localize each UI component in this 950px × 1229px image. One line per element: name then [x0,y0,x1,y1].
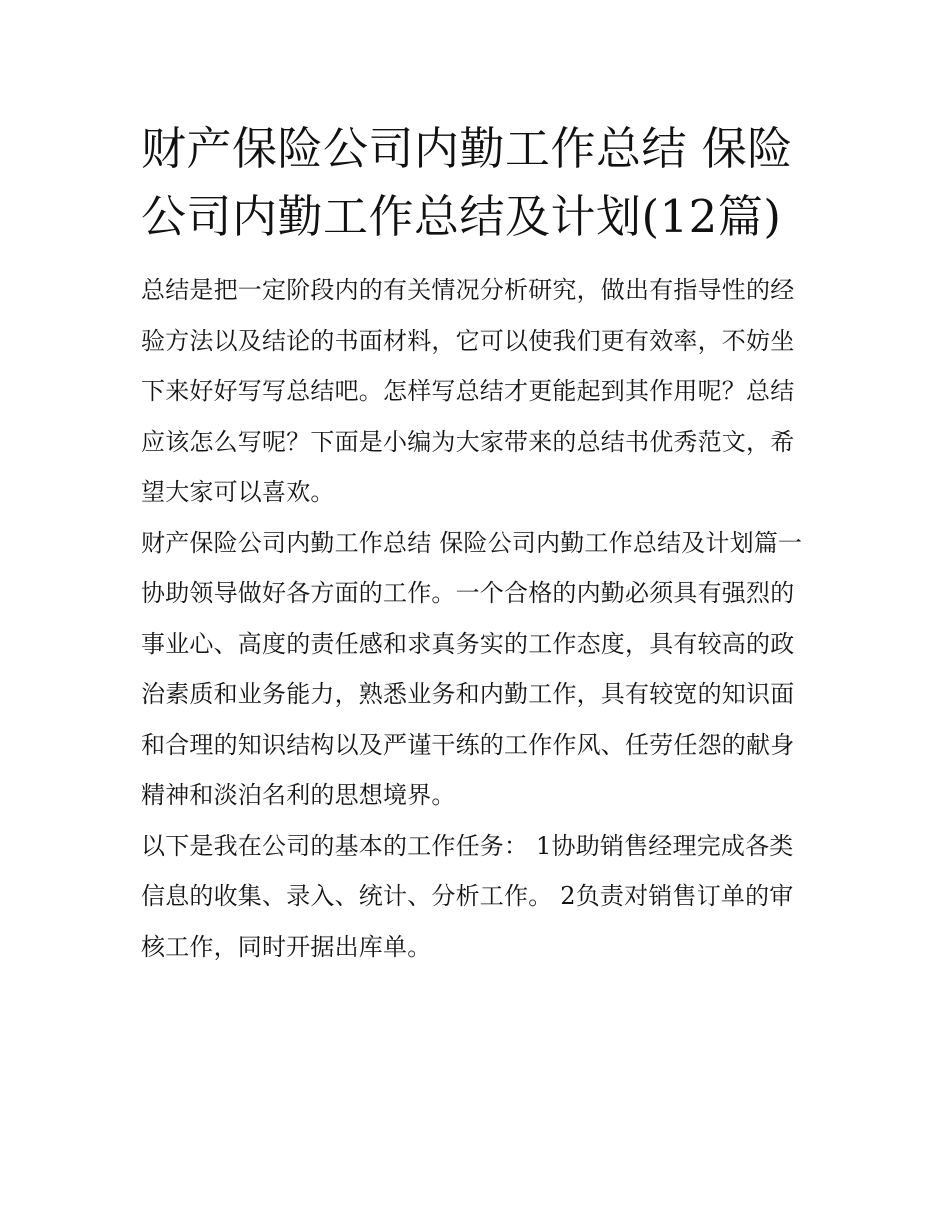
document-title: 财产保险公司内勤工作总结 保险公司内勤工作总结及计划(12篇) [141,122,793,243]
intro-paragraph: 总结是把一定阶段内的有关情况分析研究，做出有指导性的经验方法以及结论的书面材料，它可以使我们更有效率，不妨坐下来好好写写总结吧。怎样写总结才更能起到其作用呢？总结应该怎么写呢？下面是小编为大家带来的总结书优秀范文，希望大家可以喜欢。 [141,276,795,506]
section-heading: 财产保险公司内勤工作总结 保险公司内勤工作总结及计划篇一 [141,528,803,557]
document-content [141,115,813,972]
body-paragraph: 协助领导做好各方面的工作。一个合格的内勤必须具有强烈的事业心、高度的责任感和求真务实的工作态度，具有较高的政治素质和业务能力，熟悉业务和内勤工作，具有较宽的知识面和合理的知识结构以及严谨干练的工作作风、任劳任怨的献身精神和淡泊名利的思想境界。 [141,579,795,809]
tasks-paragraph: 以下是我在公司的基本的工作任务： 1协助销售经理完成各类信息的收集、录入、统计、分析工作。 2负责对销售订单的审核工作，同时开据出库单。 [141,831,794,961]
